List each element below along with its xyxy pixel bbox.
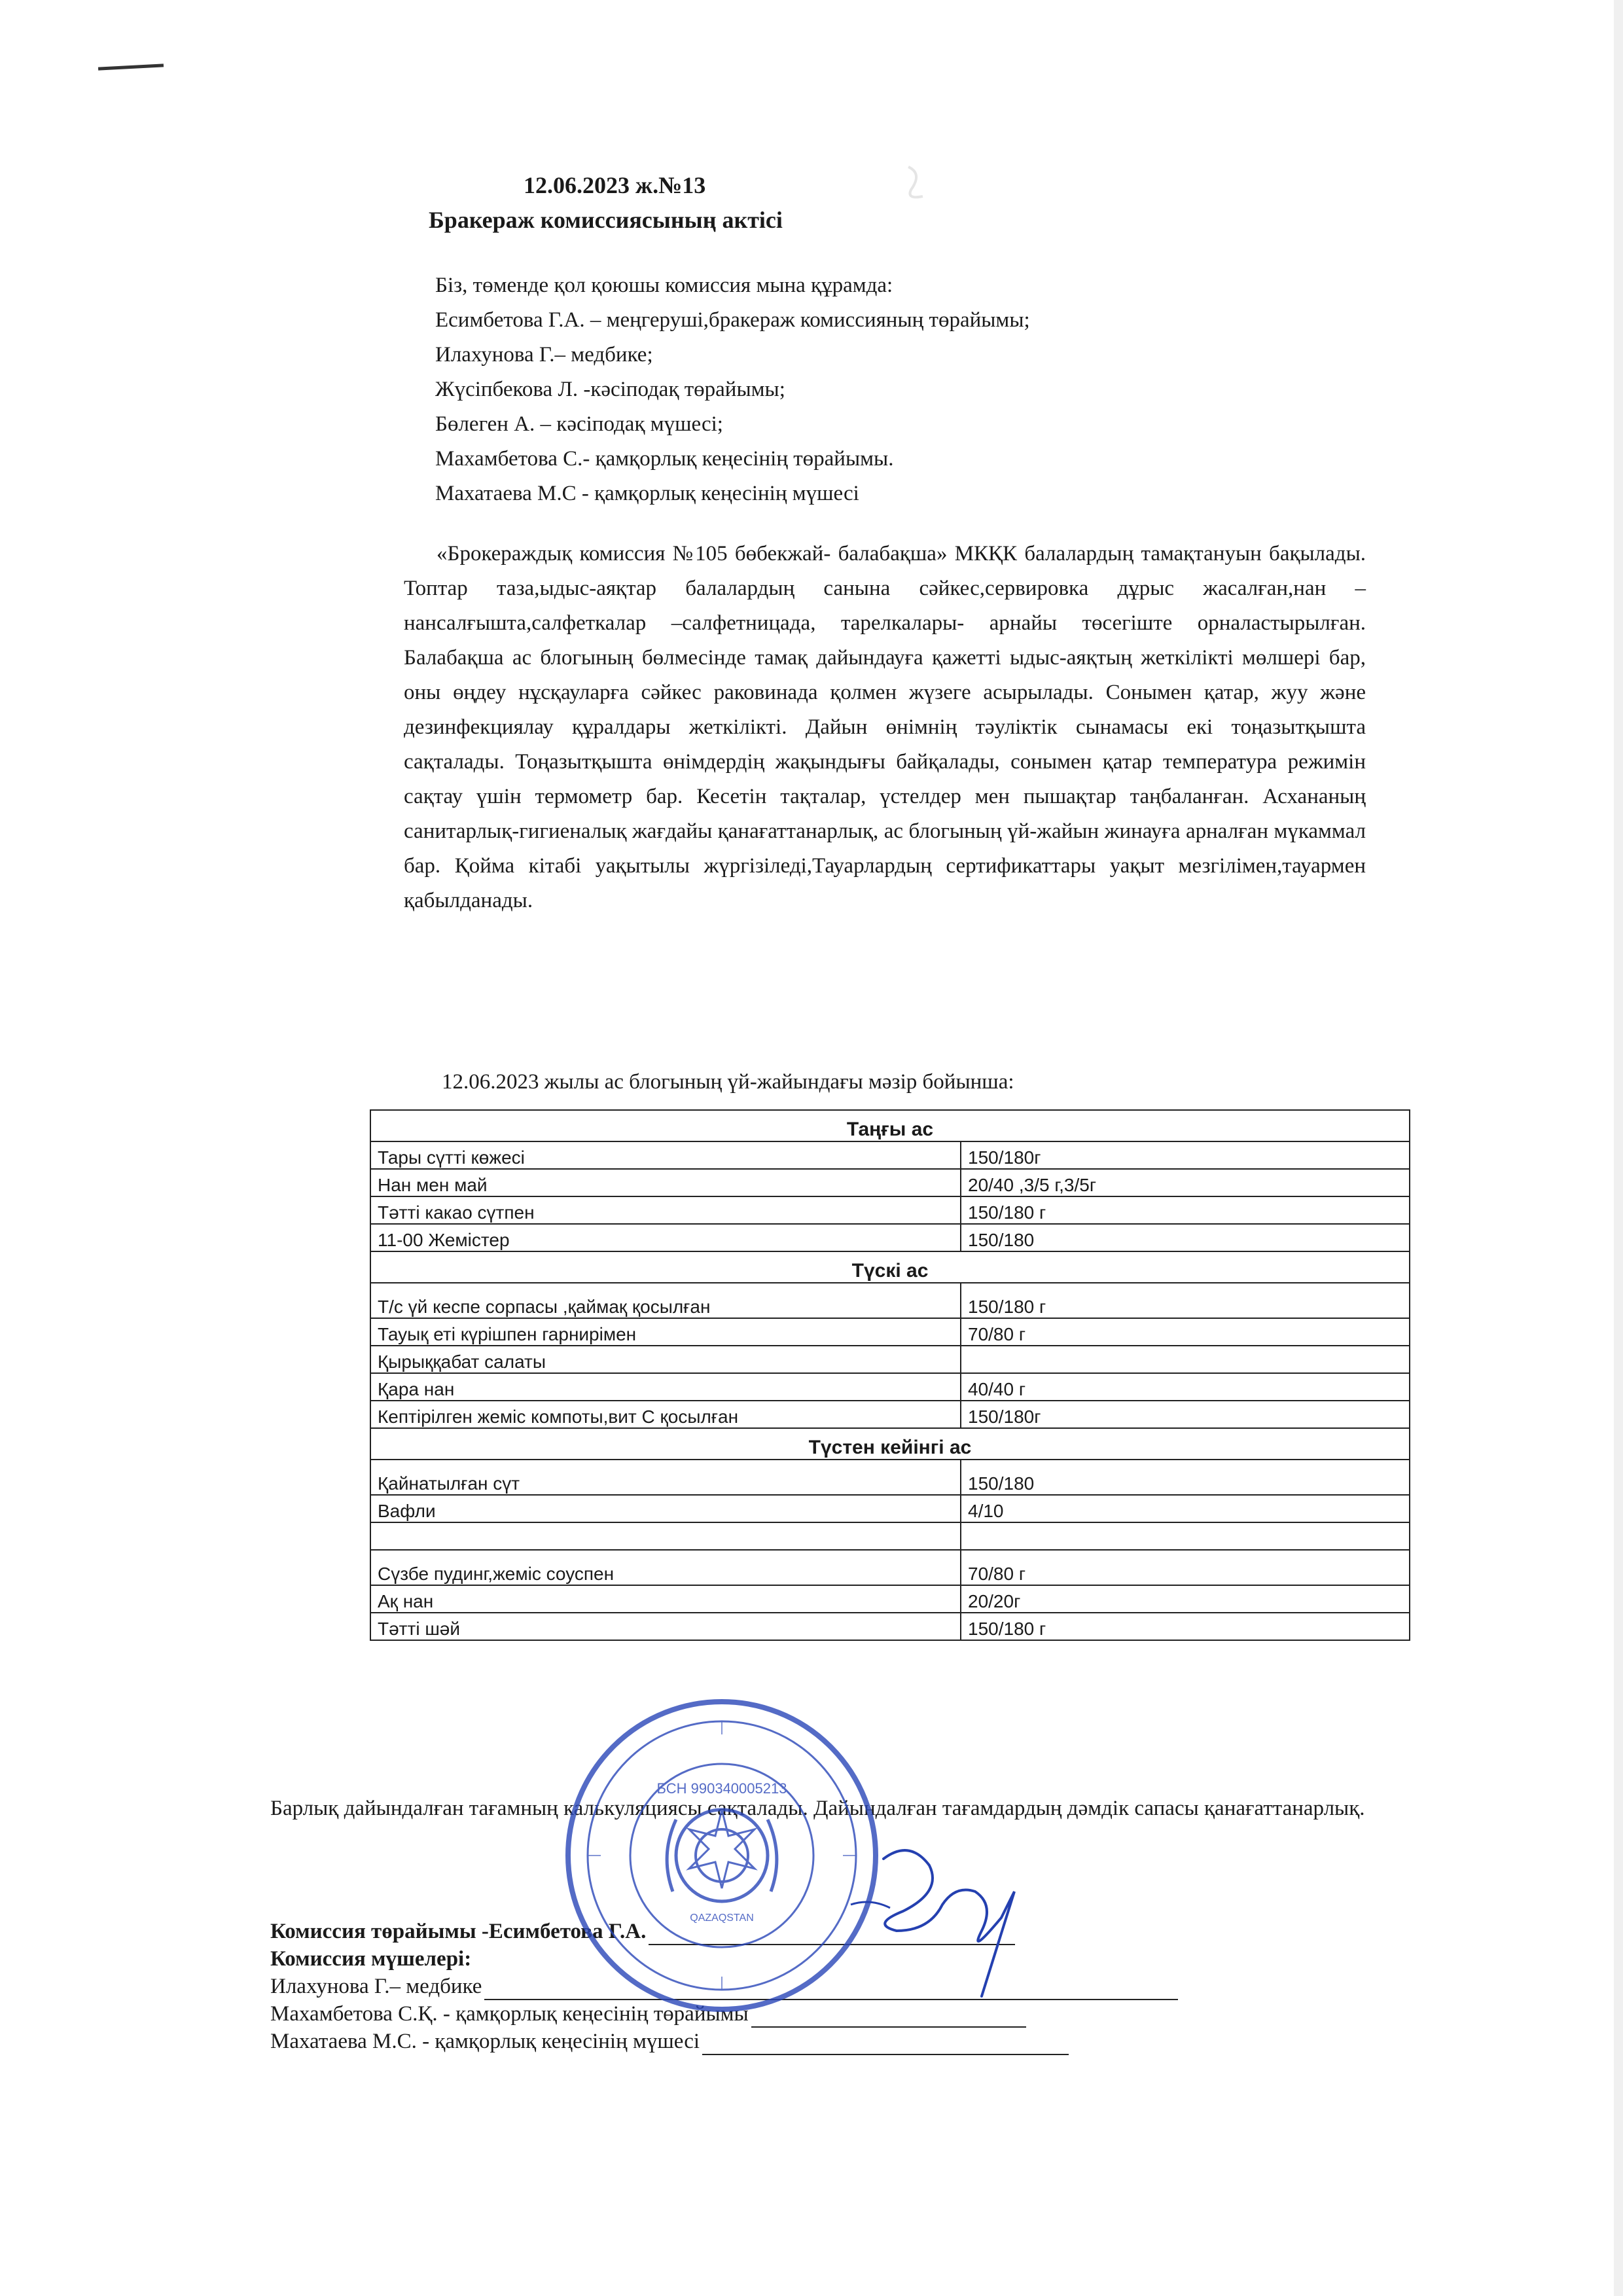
scan-edge — [1614, 0, 1623, 2296]
act-date-number: 12.06.2023 ж.№13 — [524, 172, 706, 198]
member-signature-row — [270, 2028, 1178, 2055]
member-line: Илахунова Г.– медбике; — [435, 343, 653, 367]
member-line: Махатаева М.С - қамқорлық кеңесінің мүшесі — [435, 482, 859, 505]
faint-mark — [903, 164, 929, 203]
dish-name: Нан мен май — [370, 1169, 961, 1196]
dish-name — [370, 1522, 961, 1550]
menu-section-header — [370, 1110, 1410, 1141]
menu-row — [370, 1169, 1410, 1196]
chair-name: Есимбетова Г.А. — [488, 1920, 647, 1943]
member-line: Жүсіпбекова Л. -кәсіподақ төрайымы; — [435, 378, 785, 401]
dish-portion: 150/180г — [961, 1401, 1410, 1428]
commission-members — [435, 268, 1030, 511]
member-line: Махамбетова С.- қамқорлық кеңесінің төрайымы. — [435, 447, 894, 471]
dish-portion — [961, 1522, 1410, 1550]
section-title-snack: Түстен кейінгі ас — [370, 1428, 1410, 1460]
signature-line — [702, 2034, 1069, 2055]
inspection-paragraph: «Брокераждық комиссия №105 бөбекжай- балабақша» МКҚК балалардың тамақтануын бақылады. Топтар таза,ыдыс-аяқтар балалардың санына сәйкес,сервировка дұрыс жасалған,нан –нансалғышта,салфеткалар –салфетницада, тарелкалары- арнайы төсегіште орналастырылған. Балабақша ас блогының бөлмесінде тамақ дайындауға қажетті ыдыс-аяқтың жеткілікті мөлшері бар, оны өңдеу нұсқауларға сәйкес раковинада қолмен жүзеге асырылады. Сонымен қатар, жуу және дезинфекциялау құралдары жеткілікті. Дайын өнімнің тәуліктік сынамасы екі тоңазытқышта сақталады. Тоңазытқышта өнімдердің жақындығы байқалады, сонымен қатар температура режимін сақтау үшін термометр бар. Кесетін тақталар, үстелдер мен пышақтар таңбаланған. Асхананың санитарлық-гигиеналық жағдайы қанағаттанарлық, ас блогының үй-жайын жинауға арналған мүкаммал бар. Қойма кітабі уақытылы жүргізіледі,Тауарлардың сертификаттары уақыт мезгілімен,тауармен қабылданады. — [404, 542, 1366, 912]
menu-row — [370, 1196, 1410, 1224]
dish-name: 11-00 Жемістер — [370, 1224, 961, 1251]
menu-row — [370, 1460, 1410, 1495]
member-line: Есимбетова Г.А. – меңгеруші,бракераж комиссияның төрайымы; — [435, 308, 1030, 332]
dish-portion: 40/40 г — [961, 1373, 1410, 1401]
dish-name: Қырыққабат салаты — [370, 1346, 961, 1373]
dish-name: Кептірілген жеміс компоты,вит С қосылған — [370, 1401, 961, 1428]
dish-name: Вафли — [370, 1495, 961, 1522]
dish-name: Қара нан — [370, 1373, 961, 1401]
dish-portion: 20/20г — [961, 1585, 1410, 1613]
members-label: Комиссия мүшелері: — [270, 1947, 472, 1971]
handwritten-signature-icon — [831, 1833, 1027, 2003]
menu-row — [370, 1318, 1410, 1346]
menu-section-header — [370, 1251, 1410, 1283]
menu-row — [370, 1373, 1410, 1401]
dish-name: Тәтті шәй — [370, 1613, 961, 1640]
dish-portion: 150/180 — [961, 1460, 1410, 1495]
menu-row — [370, 1401, 1410, 1428]
footer-note: Барлық дайындалған тағамның калькуляциясы сақталады. Дайындалған тағамдардың дәмдік сапасы қанағаттанарлық. — [270, 1797, 1365, 1820]
dish-name: Тары сүтті көжесі — [370, 1141, 961, 1169]
act-title: Бракераж комиссиясының актісі — [429, 207, 783, 233]
dish-portion: 150/180г — [961, 1141, 1410, 1169]
dish-name: Ақ нан — [370, 1585, 961, 1613]
dish-name: Сүзбе пудинг,жеміс соуспен — [370, 1550, 961, 1585]
dish-portion: 150/180 г — [961, 1613, 1410, 1640]
dish-portion: 150/180 г — [961, 1283, 1410, 1318]
dash-mark — [98, 63, 164, 70]
dish-name: Т/с үй кеспе сорпасы ,қаймақ қосылған — [370, 1283, 961, 1318]
dish-portion: 150/180 г — [961, 1196, 1410, 1224]
menu-row — [370, 1224, 1410, 1251]
dish-name: Тауық еті күрішпен гарнирімен — [370, 1318, 961, 1346]
menu-row — [370, 1346, 1410, 1373]
section-title-lunch: Түскі ас — [370, 1251, 1410, 1283]
menu-row — [370, 1550, 1410, 1585]
menu-intro: 12.06.2023 жылы ас блогының үй-жайындағы мәзір бойынша: — [442, 1070, 1014, 1094]
menu-row — [370, 1522, 1410, 1550]
section-title-breakfast: Таңғы ас — [370, 1110, 1410, 1141]
menu-row — [370, 1283, 1410, 1318]
dish-portion: 70/80 г — [961, 1318, 1410, 1346]
dish-name: Қайнатылған сүт — [370, 1460, 961, 1495]
seal-country-text: QAZAQSTAN — [690, 1912, 754, 1924]
dish-portion: 4/10 — [961, 1495, 1410, 1522]
chair-label: Комиссия төрайымы - — [270, 1920, 489, 1943]
menu-row — [370, 1141, 1410, 1169]
member-name: Махатаева М.С. - қамқорлық кеңесінің мүшесі — [270, 2030, 700, 2053]
menu-section-header — [370, 1428, 1410, 1460]
dish-portion: 70/80 г — [961, 1550, 1410, 1585]
dish-portion: 150/180 — [961, 1224, 1410, 1251]
menu-row — [370, 1613, 1410, 1640]
dish-name: Тәтті какао сүтпен — [370, 1196, 961, 1224]
members-intro: Біз, төменде қол қоюшы комиссия мына құрамда: — [435, 274, 893, 297]
dish-portion — [961, 1346, 1410, 1373]
member-line: Бөлеген А. – кәсіподақ мүшесі; — [435, 412, 723, 436]
member-name: Махамбетова С.Қ. - қамқорлық кеңесінің төрайымы — [270, 2002, 749, 2026]
dish-portion: 20/40 ,3/5 г,3/5г — [961, 1169, 1410, 1196]
menu-row — [370, 1495, 1410, 1522]
seal-id-text: БСН 990340005213 — [656, 1780, 787, 1797]
menu-table — [370, 1109, 1410, 1641]
menu-row — [370, 1585, 1410, 1613]
member-name: Илахунова Г.– медбике — [270, 1975, 482, 1998]
